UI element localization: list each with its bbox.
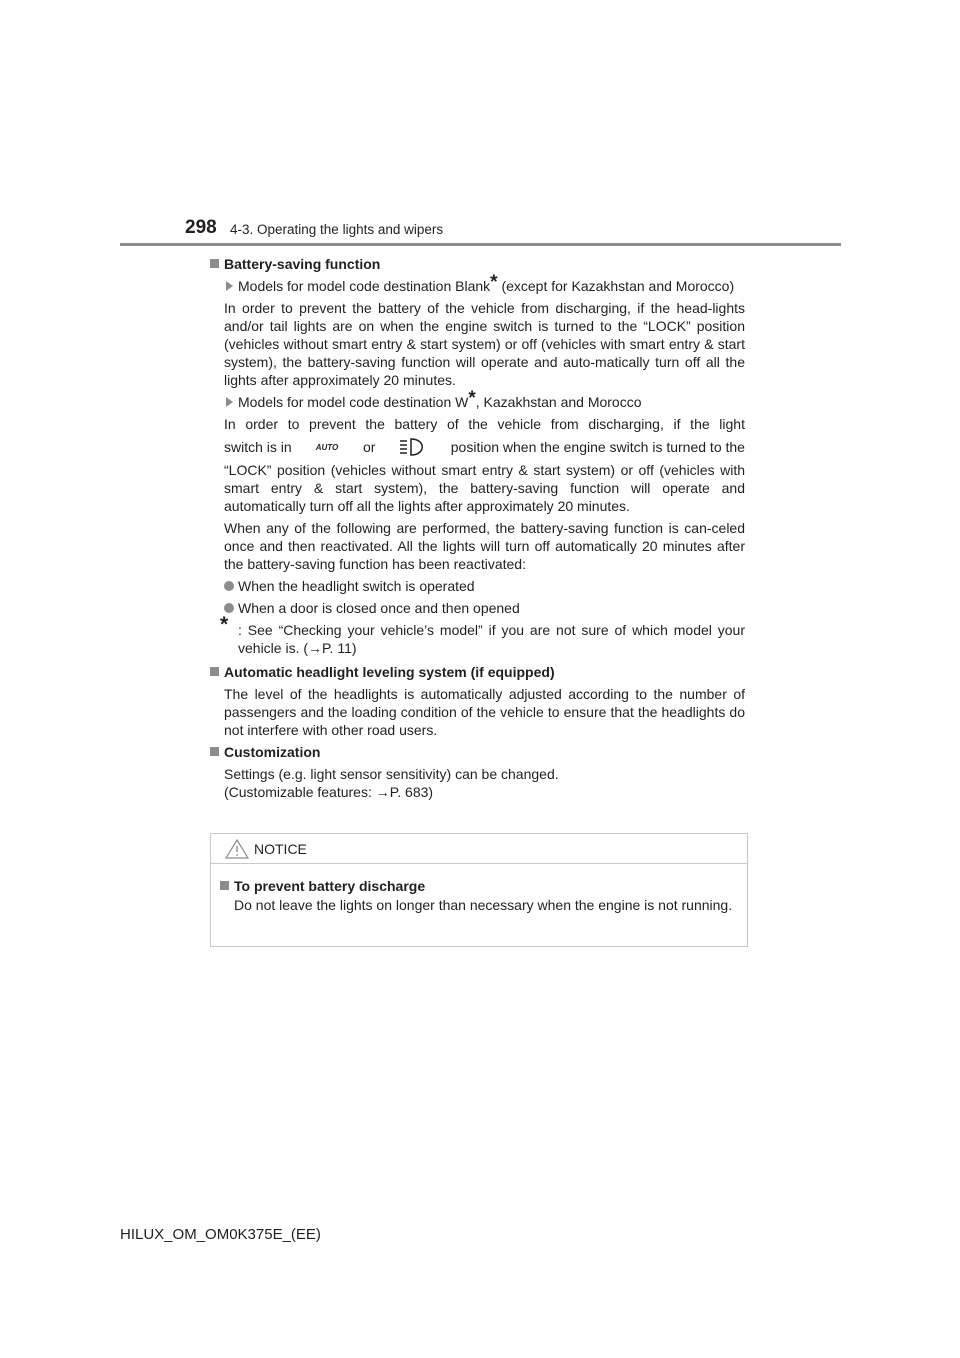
- footnote: * : See “Checking your vehicle’s model” if you are not sure of which model your vehicle is. (→P. 11): [220, 613, 745, 656]
- battery-paragraph-a: In order to prevent the battery of the vehicle from discharging, if the head-lights and/or tail lights are on when the engine switch is turned to the “LOCK” position (vehicles without smart entry & start system) or off (vehicles with smart entry & start system), the battery-saving function will operate and auto-matically turn off all the lights after approximately 20 minutes.: [224, 300, 745, 388]
- notice-header: [211, 834, 747, 864]
- header-rule: [120, 243, 841, 246]
- square-bullet-icon: [210, 747, 219, 756]
- notice-body: [211, 864, 747, 914]
- headlight-icon: [398, 437, 428, 457]
- square-bullet-icon: [210, 667, 219, 676]
- model-condition-b: Models for model code destination W*, Kazakhstan and Morocco: [210, 393, 745, 411]
- model-condition-a: Models for model code destination Blank* (except for Kazakhstan and Morocco): [210, 277, 745, 295]
- page-number: 298: [185, 217, 217, 238]
- asterisk-mark: *: [468, 388, 476, 409]
- section-title: 4-3. Operating the lights and wipers: [230, 222, 444, 237]
- leveling-text: The level of the headlights is automatically adjusted according to the number of passengers and the loading condition of the vehicle to ensure that the headlights do not interfere with other road users.: [224, 686, 745, 738]
- main-content: [210, 255, 745, 801]
- notice-box: [210, 833, 748, 947]
- notice-text: Do not leave the lights on longer than necessary when the engine is not running.: [234, 897, 733, 913]
- notice-heading: To prevent battery discharge: [220, 877, 738, 895]
- circle-bullet-icon: [224, 581, 234, 591]
- circle-bullet-icon: [224, 603, 234, 613]
- battery-heading: Battery-saving function: [210, 255, 745, 273]
- list-item: When the headlight switch is operated: [210, 577, 745, 595]
- triangle-bullet-icon: [226, 397, 233, 407]
- battery-paragraph-b: In order to prevent the battery of the vehicle from discharging, if the light switch is in AUTO or position when the engine switch is turned to the “LOCK” position (vehicles without smart entry & start system) or off (vehicles with smart entry & start system), the battery-saving function will operate and automatically turn off all the lights after approximately 20 minutes.: [224, 416, 745, 514]
- square-bullet-icon: [210, 259, 219, 268]
- square-bullet-icon: [220, 881, 229, 890]
- document-code: HILUX_OM_OM0K375E_(EE): [120, 1226, 321, 1243]
- warning-triangle-icon: [225, 839, 249, 859]
- customization-heading: Customization: [210, 743, 745, 761]
- leveling-heading: Automatic headlight leveling system (if equipped): [210, 663, 745, 681]
- notice-title: NOTICE: [254, 841, 307, 857]
- triangle-bullet-icon: [226, 281, 233, 291]
- list-item: When a door is closed once and then opened: [210, 599, 745, 617]
- auto-symbol-icon: [314, 440, 340, 454]
- battery-paragraph-c: When any of the following are performed, the battery-saving function is can-celed once and then reactivated. All the lights will turn off automatically 20 minutes after the battery-saving function has been reactivated:: [224, 520, 745, 572]
- asterisk-mark: *: [220, 613, 229, 636]
- customization-text: Settings (e.g. light sensor sensitivity) can be changed. (Customizable features: →P. 683): [224, 766, 559, 800]
- svg-text:AUTO: AUTO: [316, 443, 339, 452]
- asterisk-mark: *: [490, 272, 498, 293]
